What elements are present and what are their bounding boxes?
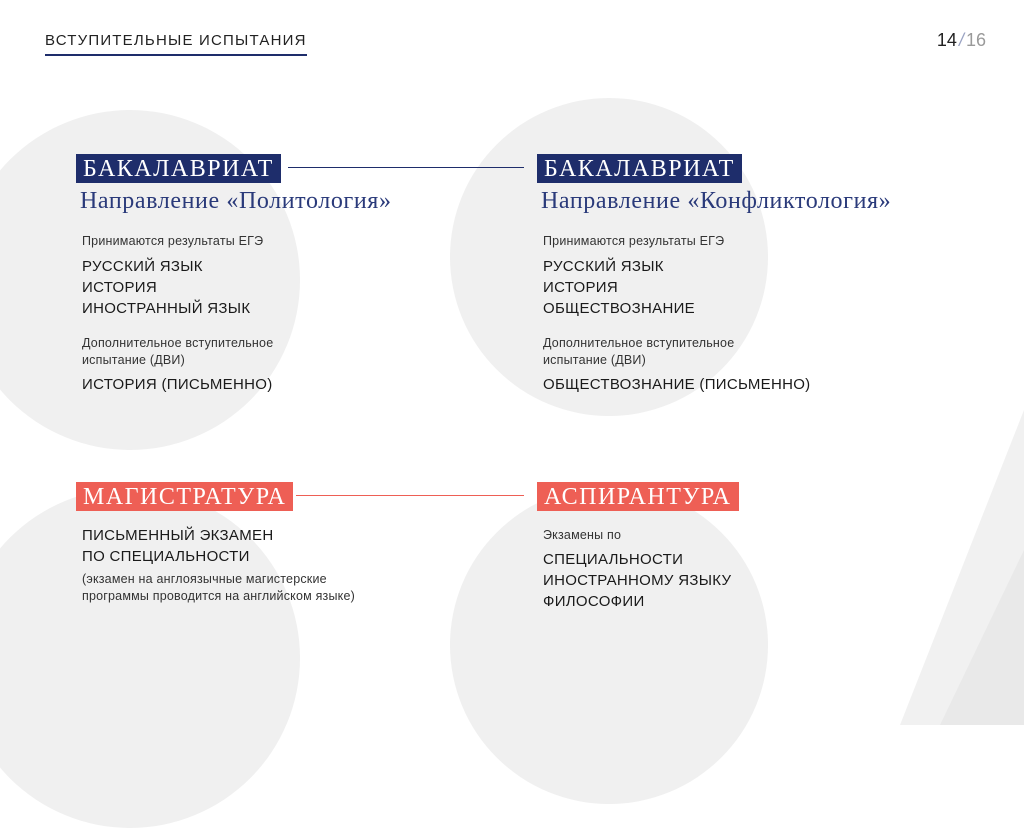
block-postgrad bbox=[537, 482, 957, 612]
dvi-subject: ОБЩЕСТВОЗНАНИЕ (ПИСЬМЕННО) bbox=[543, 376, 811, 393]
level-tag-master: МАГИСТРАТУРА bbox=[76, 482, 293, 511]
ege-intro: Принимаются результаты ЕГЭ bbox=[543, 234, 725, 248]
page-current: 14 bbox=[936, 30, 957, 50]
block-bachelor-conflictology bbox=[537, 154, 977, 395]
dvi-intro: Дополнительное вступительное bbox=[543, 336, 735, 350]
master-exam: ПО СПЕЦИАЛЬНОСТИ bbox=[82, 548, 250, 565]
dvi-intro: испытание (ДВИ) bbox=[543, 353, 646, 367]
page-total: 16 bbox=[965, 30, 986, 50]
ege-subject: РУССКИЙ ЯЗЫК bbox=[82, 258, 203, 275]
block-master bbox=[76, 482, 496, 605]
ege-subject: ИСТОРИЯ bbox=[543, 279, 618, 296]
postgrad-exams-intro: Экзамены по bbox=[543, 528, 622, 542]
ege-subject: ОБЩЕСТВОЗНАНИЕ bbox=[543, 300, 695, 317]
page-number bbox=[937, 30, 986, 51]
postgrad-exam: ИНОСТРАННОМУ ЯЗЫКУ bbox=[543, 572, 732, 589]
page-title: ВСТУПИТЕЛЬНЫЕ ИСПЫТАНИЯ bbox=[45, 32, 307, 56]
dvi-subject: ИСТОРИЯ (ПИСЬМЕННО) bbox=[82, 376, 273, 393]
master-note: программы проводится на английском языке) bbox=[82, 589, 355, 603]
page-separator: / bbox=[958, 30, 964, 50]
ege-intro: Принимаются результаты ЕГЭ bbox=[82, 234, 264, 248]
postgrad-exam: ФИЛОСОФИИ bbox=[543, 593, 645, 610]
master-note: (экзамен на англоязычные магистерские bbox=[82, 572, 327, 586]
level-tag-bachelor: БАКАЛАВРИАТ bbox=[76, 154, 281, 183]
direction-title: Направление «Политология» bbox=[80, 188, 392, 214]
postgrad-exam: СПЕЦИАЛЬНОСТИ bbox=[543, 551, 684, 568]
ege-subject: РУССКИЙ ЯЗЫК bbox=[543, 258, 664, 275]
ege-subject: ИСТОРИЯ bbox=[82, 279, 157, 296]
ege-subject: ИНОСТРАННЫЙ ЯЗЫК bbox=[82, 300, 251, 317]
block-bachelor-politology bbox=[76, 154, 496, 395]
level-tag-bachelor: БАКАЛАВРИАТ bbox=[537, 154, 742, 183]
dvi-intro: Дополнительное вступительное bbox=[82, 336, 274, 350]
master-exam: ПИСЬМЕННЫЙ ЭКЗАМЕН bbox=[82, 527, 274, 544]
direction-title: Направление «Конфликтология» bbox=[541, 188, 892, 214]
dvi-intro: испытание (ДВИ) bbox=[82, 353, 185, 367]
level-tag-postgrad: АСПИРАНТУРА bbox=[537, 482, 739, 511]
